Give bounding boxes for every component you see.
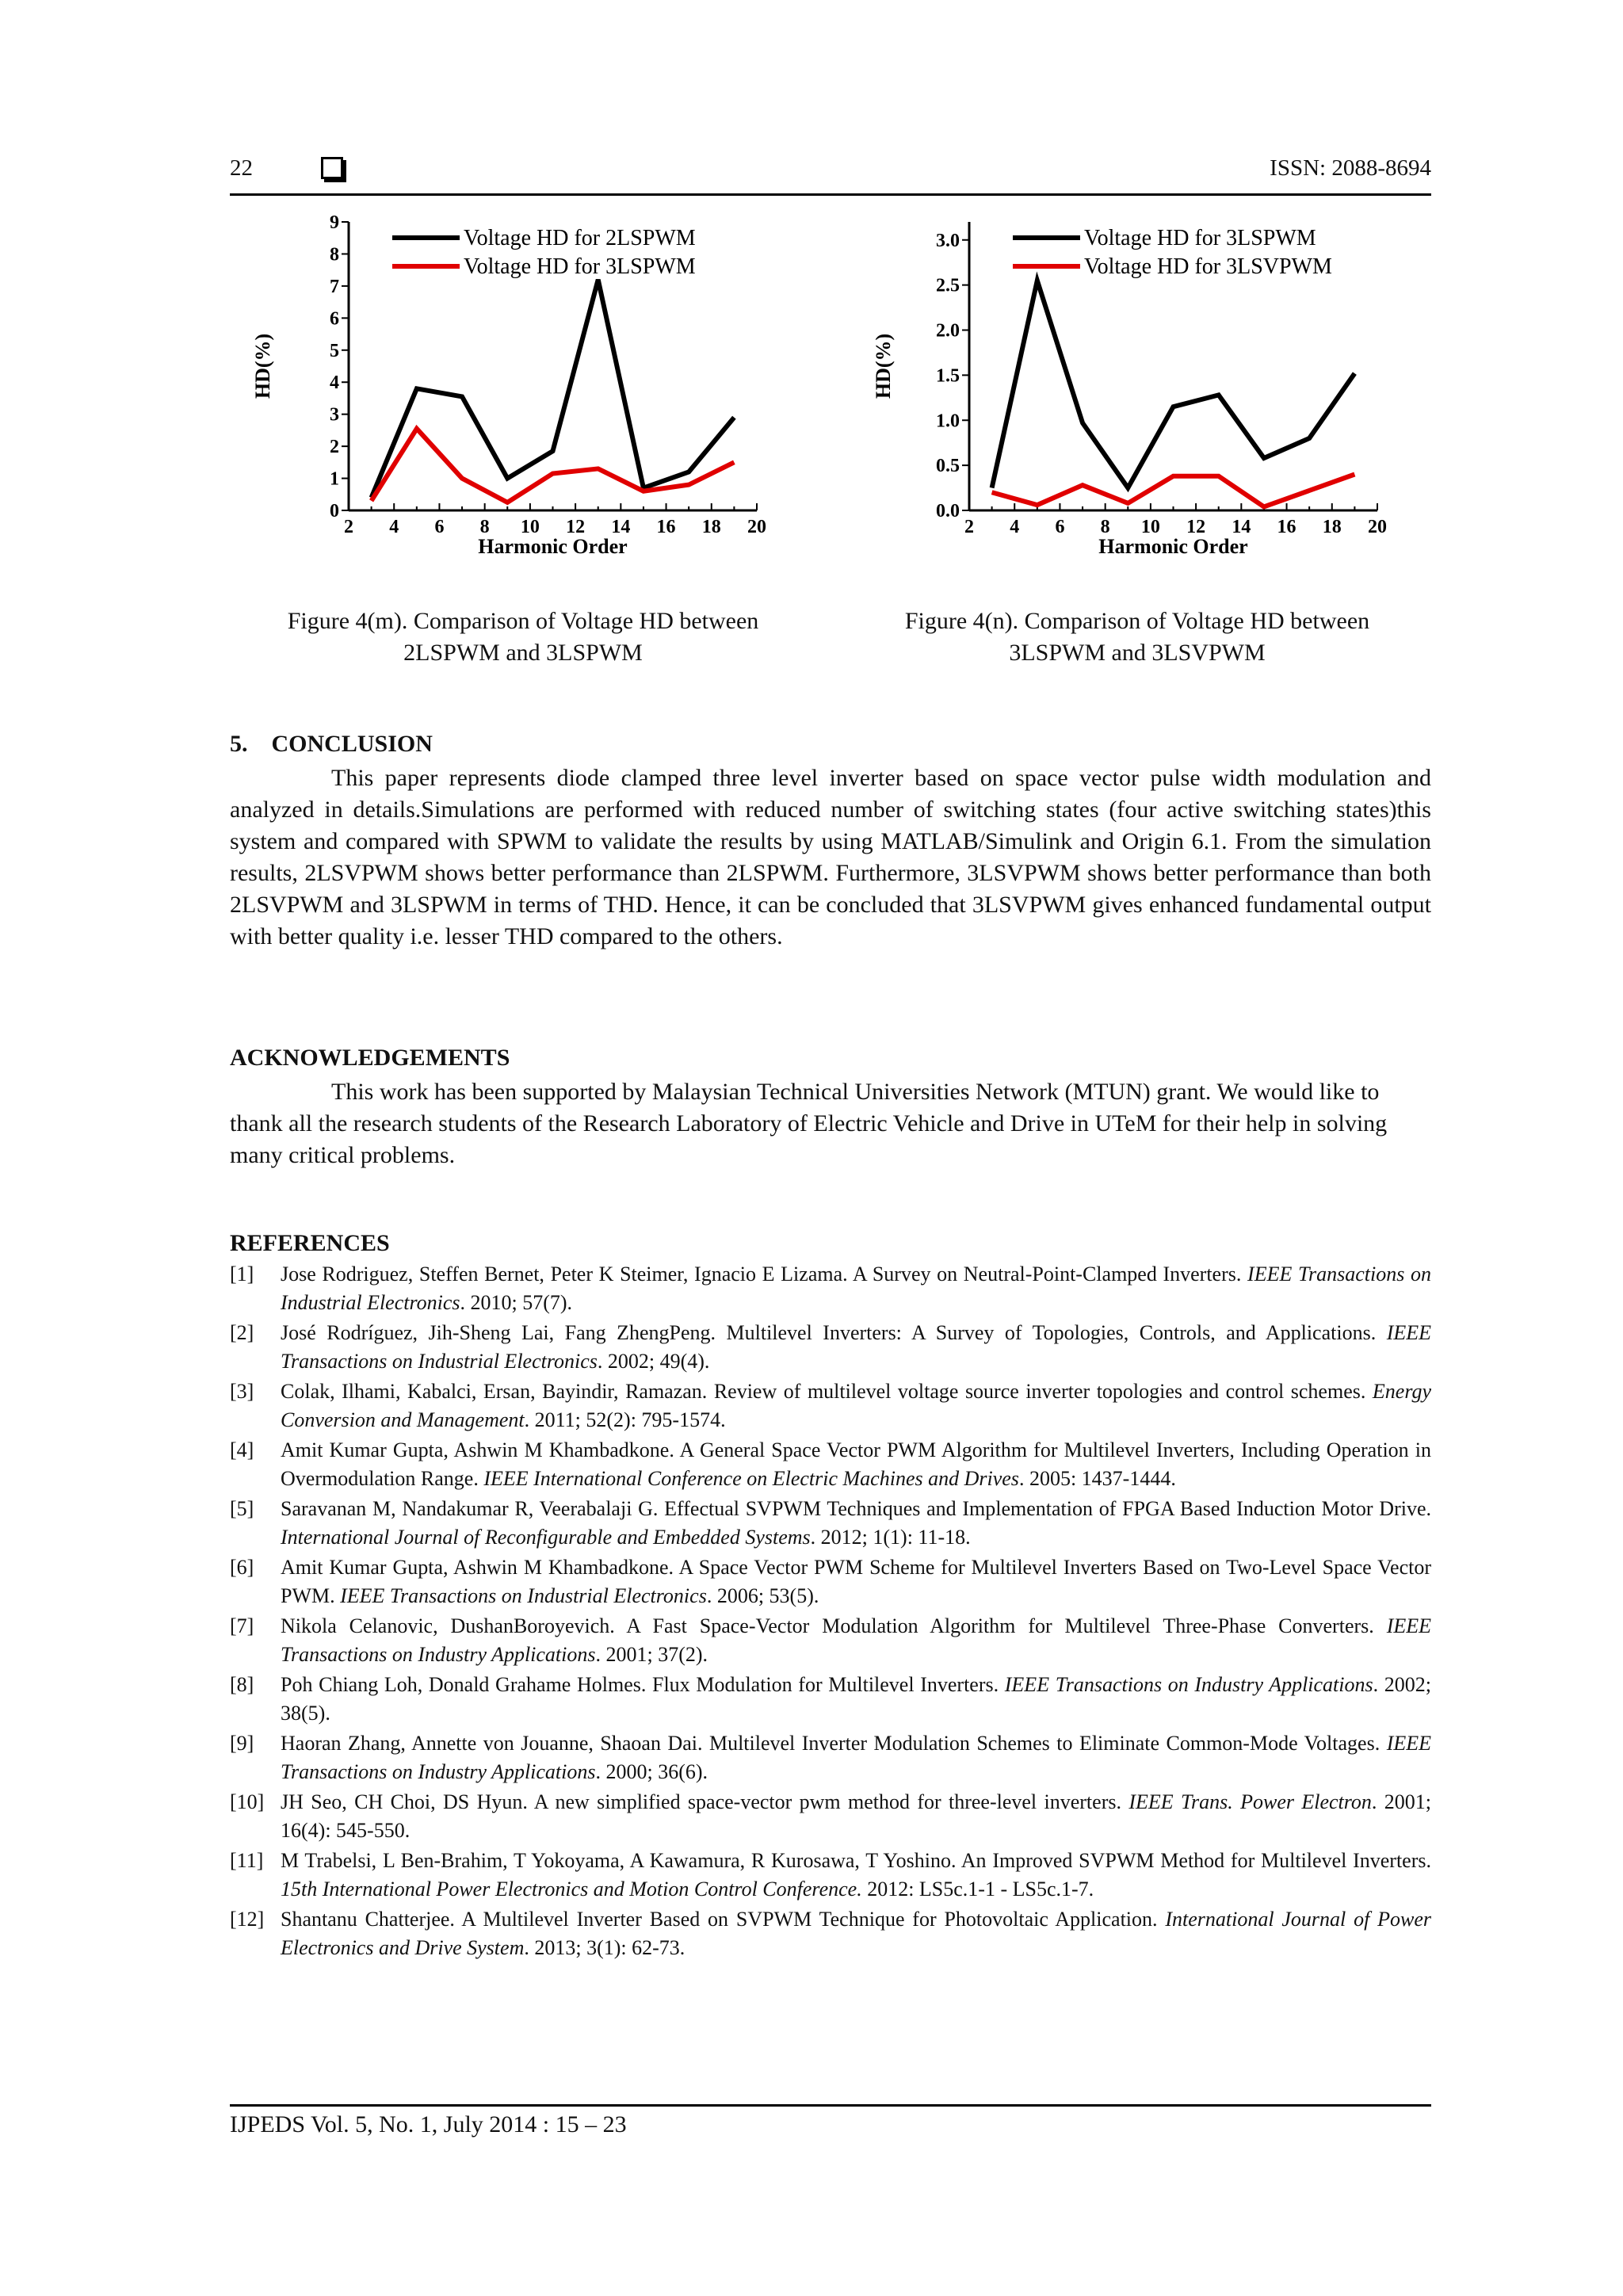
reference-item	[230, 1788, 1431, 1845]
reference-number: [2]	[230, 1321, 254, 1344]
reference-details: . 2012; 1(1): 11-18.	[810, 1526, 971, 1549]
page-number: 22	[230, 155, 253, 181]
reference-text	[281, 1436, 1431, 1493]
x-tick-label: 12	[566, 517, 586, 537]
legend-label: Voltage HD for 3LSPWM	[464, 254, 696, 279]
y-tick-label: 1.5	[936, 365, 960, 387]
reference-item	[230, 1729, 1431, 1786]
x-tick-label: 4	[389, 517, 399, 537]
x-tick-label: 14	[1232, 517, 1251, 537]
issn-label: ISSN: 2088-8694	[1270, 155, 1431, 181]
reference-text	[281, 1788, 1431, 1845]
reference-text	[281, 1495, 1431, 1552]
x-tick-label: 6	[1055, 517, 1065, 537]
reference-number: [9]	[230, 1732, 254, 1755]
x-axis-label: Harmonic Order	[1098, 535, 1248, 558]
reference-details: . 2013; 3(1): 62-73.	[524, 1936, 685, 1959]
x-axis-label: Harmonic Order	[478, 535, 628, 558]
conclusion-heading: 5. CONCLUSION	[230, 731, 433, 757]
reference-details: . 2000; 36(6).	[595, 1760, 708, 1783]
y-tick-label: 5	[330, 340, 339, 361]
reference-venue: IEEE Transactions on Industry Applications	[281, 1614, 1431, 1666]
y-tick-label: 2	[330, 437, 339, 458]
x-tick-label: 16	[656, 517, 676, 537]
reference-item	[230, 1436, 1431, 1493]
reference-details: . 2006; 53(5).	[706, 1584, 819, 1607]
reference-venue: IEEE Transactions on Industrial Electronics	[281, 1321, 1431, 1373]
caption-line: Figure 4(n). Comparison of Voltage HD between	[904, 608, 1370, 634]
y-axis-label: HD(%)	[251, 333, 274, 399]
reference-number: [10]	[230, 1790, 265, 1813]
x-tick-label: 2	[344, 517, 353, 537]
page-header	[230, 152, 1431, 196]
y-tick-label: 1.0	[936, 411, 960, 432]
page-footer	[230, 2104, 1431, 2138]
reference-body: Saravanan M, Nandakumar R, Veerabalaji G. Effectual SVPWM Techniques and Implementation of FPGA Based Induction Motor Drive.	[281, 1497, 1431, 1520]
reference-body: JH Seo, CH Choi, DS Hyun. A new simplified space-vector pwm method for three-level inverters.	[281, 1790, 1121, 1813]
reference-details: . 2010; 57(7).	[460, 1291, 573, 1314]
reference-details: . 2002; 38(5).	[281, 1673, 1432, 1725]
reference-item	[230, 1553, 1431, 1610]
reference-venue: 15th International Power Electronics and Motion Control Conference.	[281, 1878, 862, 1901]
figure-4n-svg	[872, 214, 1430, 586]
figure-4m-caption	[222, 606, 824, 669]
footer-journal-info: IJPEDS Vol. 5, No. 1, July 2014 : 15 – 23	[230, 2111, 627, 2137]
figure-4m-chart	[251, 212, 816, 590]
reference-number: [8]	[230, 1673, 254, 1696]
reference-body: Jose Rodriguez, Steffen Bernet, Peter K Steimer, Ignacio E Lizama. A Survey on Neutral-Point-Clamped Inverters.	[281, 1263, 1242, 1286]
y-tick-label: 7	[330, 276, 339, 297]
reference-item	[230, 1612, 1431, 1669]
reference-body: Amit Kumar Gupta, Ashwin M Khambadkone. A Space Vector PWM Scheme for Multilevel Inverters Based on Two-Level Space Vector PWM.	[281, 1556, 1431, 1607]
x-tick-label: 6	[434, 517, 445, 537]
acknowledgements-heading: ACKNOWLEDGEMENTS	[230, 1045, 510, 1071]
y-tick-label: 2.0	[936, 320, 960, 342]
y-tick-label: 6	[330, 308, 339, 330]
acknowledgements-paragraph: This work has been supported by Malaysian Technical Universities Network (MTUN) grant. We would like to thank all the research students of the Research Laboratory of Electric Vehicle and Drive in UTeM for their help in solving many critical problems.	[230, 1079, 1388, 1168]
y-tick-label: 0.0	[936, 501, 960, 521]
reference-text	[281, 1671, 1431, 1728]
reference-number: [12]	[230, 1908, 265, 1931]
x-tick-label: 18	[701, 517, 721, 537]
reference-body: Amit Kumar Gupta, Ashwin M Khambadkone. A General Space Vector PWM Algorithm for Multilevel Inverters, Including Operation in Overmodulation Range.	[281, 1438, 1431, 1490]
conclusion-paragraph: This paper represents diode clamped three level inverter based on space vector pulse width modulation and analyzed in details.Simulations are performed with reduced number of switching states (four active switching states)this system and compared with SPWM to validate the results by using MATLAB/Simulink and Origin 6.1. From the simulation results, 2LSVPWM shows better performance than 2LSPWM. Furthermore, 3LSVPWM shows better performance than both 2LSVPWM and 3LSPWM in terms of THD. Hence, it can be concluded that 3LSVPWM gives enhanced fundamental output with better quality i.e. lesser THD compared to the others.	[230, 765, 1431, 949]
reference-number: [6]	[230, 1556, 254, 1579]
reference-body: Haoran Zhang, Annette von Jouanne, Shaoan Dai. Multilevel Inverter Modulation Schemes to Eliminate Common-Mode Voltages.	[281, 1732, 1381, 1755]
x-tick-label: 10	[1140, 517, 1160, 537]
series-line-2	[372, 429, 735, 502]
figure-4n-caption	[836, 606, 1438, 669]
caption-line: Figure 4(m). Comparison of Voltage HD between	[287, 608, 759, 634]
reference-venue: Energy Conversion and Management	[281, 1380, 1432, 1431]
references-heading: REFERENCES	[230, 1230, 390, 1256]
legend-label: Voltage HD for 3LSPWM	[1084, 226, 1316, 250]
reference-venue: IEEE Transactions on Industry Applications	[1004, 1673, 1373, 1696]
reference-body: M Trabelsi, L Ben-Brahim, T Yokoyama, A Kawamura, R Kurosawa, T Yoshino. An Improved SVPWM Method for Multilevel Inverters.	[281, 1849, 1431, 1872]
reference-venue: IEEE International Conference on Electric Machines and Drives	[483, 1467, 1019, 1490]
caption-line: 3LSPWM and 3LSVPWM	[1009, 640, 1266, 666]
x-tick-label: 20	[747, 517, 766, 537]
reference-text	[281, 1729, 1431, 1786]
y-tick-label: 8	[330, 244, 339, 266]
x-tick-label: 8	[479, 517, 490, 537]
reference-number: [1]	[230, 1263, 254, 1286]
reference-number: [5]	[230, 1497, 254, 1520]
reference-item	[230, 1905, 1431, 1962]
figure-4m-svg	[251, 212, 816, 586]
reference-item	[230, 1377, 1431, 1435]
legend-label: Voltage HD for 2LSPWM	[464, 226, 696, 250]
reference-details: . 2001; 16(4): 545-550.	[281, 1790, 1431, 1842]
reference-item	[230, 1319, 1431, 1376]
reference-body: Poh Chiang Loh, Donald Grahame Holmes. Flux Modulation for Multilevel Inverters.	[281, 1673, 999, 1696]
references-list	[230, 1260, 1431, 1964]
reference-venue: International Journal of Power Electronics and Drive System	[281, 1908, 1432, 1959]
caption-line: 2LSPWM and 3LSPWM	[403, 640, 643, 666]
reference-text	[281, 1260, 1431, 1317]
reference-body: Shantanu Chatterjee. A Multilevel Inverter Based on SVPWM Technique for Photovoltaic Application.	[281, 1908, 1158, 1931]
legend-label: Voltage HD for 3LSVPWM	[1084, 254, 1332, 279]
reference-text	[281, 1319, 1431, 1376]
reference-number: [3]	[230, 1380, 254, 1403]
x-tick-label: 18	[1322, 517, 1342, 537]
series-line-1	[372, 280, 735, 498]
reference-text	[281, 1847, 1431, 1904]
y-tick-label: 3.0	[936, 230, 960, 251]
reference-text	[281, 1377, 1431, 1435]
reference-venue: IEEE Transactions on Industry Applications	[281, 1732, 1431, 1783]
reference-item	[230, 1260, 1431, 1317]
x-tick-label: 20	[1368, 517, 1387, 537]
x-tick-label: 8	[1100, 517, 1110, 537]
series-line-2	[992, 475, 1355, 507]
x-tick-label: 10	[520, 517, 540, 537]
reference-venue: IEEE Transactions on Industrial Electronics	[281, 1263, 1432, 1314]
reference-item	[230, 1495, 1431, 1552]
reference-body: José Rodríguez, Jih-Sheng Lai, Fang ZhengPeng. Multilevel Inverters: A Survey of Topologies, Controls, and Applications.	[281, 1321, 1377, 1344]
series-line-1	[992, 281, 1355, 488]
reference-venue: International Journal of Reconfigurable and Embedded Systems	[281, 1526, 811, 1549]
reference-item	[230, 1847, 1431, 1904]
x-tick-label: 12	[1186, 517, 1206, 537]
reference-venue: IEEE Trans. Power Electron	[1128, 1790, 1372, 1813]
reference-body: Colak, Ilhami, Kabalci, Ersan, Bayindir, Ramazan. Review of multilevel voltage source inverter topologies and control schemes.	[281, 1380, 1366, 1403]
reference-details: 2012: LS5c.1-1 - LS5c.1-7.	[861, 1878, 1094, 1901]
checkbox-square-icon	[321, 157, 343, 179]
y-tick-label: 4	[330, 372, 339, 394]
reference-details: . 2002; 49(4).	[597, 1350, 710, 1373]
reference-text	[281, 1612, 1431, 1669]
y-tick-label: 9	[330, 212, 339, 233]
y-tick-label: 0	[330, 501, 339, 521]
reference-number: [11]	[230, 1849, 264, 1872]
reference-number: [4]	[230, 1438, 254, 1461]
reference-number: [7]	[230, 1614, 254, 1637]
y-tick-label: 0.5	[936, 456, 960, 477]
y-tick-label: 2.5	[936, 275, 960, 296]
reference-details: . 2005: 1437-1444.	[1018, 1467, 1176, 1490]
reference-text	[281, 1553, 1431, 1610]
reference-body: Nikola Celanovic, DushanBoroyevich. A Fast Space-Vector Modulation Algorithm for Multilevel Three-Phase Converters.	[281, 1614, 1374, 1637]
x-tick-label: 2	[964, 517, 974, 537]
x-tick-label: 14	[611, 517, 631, 537]
y-tick-label: 3	[330, 404, 339, 426]
y-tick-label: 1	[330, 468, 339, 490]
reference-text	[281, 1905, 1431, 1962]
reference-venue: IEEE Transactions on Industrial Electronics	[340, 1584, 707, 1607]
x-tick-label: 16	[1277, 517, 1296, 537]
reference-details: . 2001; 37(2).	[595, 1643, 708, 1666]
x-tick-label: 4	[1010, 517, 1020, 537]
reference-details: . 2011; 52(2): 795-1574.	[524, 1408, 726, 1431]
figure-4n-chart	[872, 214, 1430, 590]
y-axis-label: HD(%)	[872, 333, 895, 399]
reference-item	[230, 1671, 1431, 1728]
